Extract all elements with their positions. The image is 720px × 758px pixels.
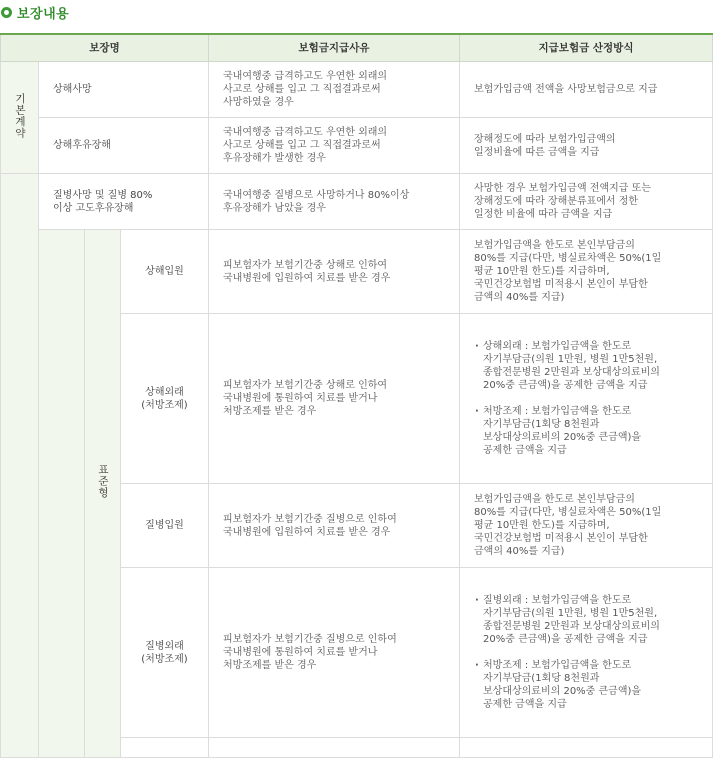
optional-group-cell <box>1 174 39 758</box>
payment-reason: 국내여행중 급격하고도 우연한 외래의 사고로 상해를 입고 그 직접결과로써 사망하였을 경우 <box>209 62 460 118</box>
table-row <box>1 174 713 230</box>
payout-bullet: · 처방조제 : 보험가입금액을 한도로 자기부담금(1회당 8천원과 보상대상의료비의 20%중 큰금액)을 공제한 금액을 지급 <box>474 405 708 457</box>
header-coverage-name: 보장명 <box>1 34 209 62</box>
coverage-name: 상해외래 (처방조제) <box>121 314 209 484</box>
coverage-name: 질병입원 <box>121 484 209 568</box>
payment-reason: 국내여행중 급격하고도 우연한 외래의 사고로 상해를 입고 그 직접결과로써 후유장해가 발생한 경우 <box>209 118 460 174</box>
payout-method: 보험가입금액 전액을 사망보험금으로 지급 <box>460 62 713 118</box>
header-payout-method: 지급보험금 산정방식 <box>460 34 713 62</box>
payout-method <box>460 568 713 738</box>
payout-method: 장해정도에 따라 보험가입금액의 일정비율에 따른 금액을 지급 <box>460 118 713 174</box>
table-header-row <box>1 34 713 62</box>
coverage-name: 질병사망 및 질병 80% 이상 고도후유장해 <box>39 174 209 230</box>
payout-method <box>460 314 713 484</box>
header-payment-reason: 보험금지급사유 <box>209 34 460 62</box>
table-row <box>1 118 713 174</box>
coverage-name: 상해입원 <box>121 230 209 314</box>
spacer-cell <box>39 230 85 758</box>
empty-cell <box>121 738 209 758</box>
payout-method: 보험가입금액을 한도로 본인부담금의 80%를 지급(다만, 병실료차액은 50%(1일 평균 10만원 한도)를 지급하며, 국민건강보험법 미적용시 본인이 부담한 금액의 40%를 지급) <box>460 230 713 314</box>
coverage-name: 상해사망 <box>39 62 209 118</box>
section-title: 보장내용 <box>17 7 70 22</box>
empty-cell <box>460 738 713 758</box>
coverage-name: 상해후유장해 <box>39 118 209 174</box>
coverage-name: 질병외래 (처방조제) <box>121 568 209 738</box>
payment-reason: 국내여행중 질병으로 사망하거나 80%이상 후유장해가 남았을 경우 <box>209 174 460 230</box>
payment-reason: 피보험자가 보험기간중 질병으로 인하여 국내병원에 통원하여 치료를 받거나 처방조제를 받은 경우 <box>209 568 460 738</box>
payment-reason: 피보험자가 보험기간중 질병으로 인하여 국내병원에 입원하여 치료를 받은 경우 <box>209 484 460 568</box>
payout-bullet: · 처방조제 : 보험가입금액을 한도로 자기부담금(1회당 8천원과 보상대상의료비의 20%중 큰금액)을 공제한 금액을 지급 <box>474 659 708 711</box>
coverage-table <box>0 33 713 758</box>
bullet-circle-icon <box>1 7 12 18</box>
basic-group-label: 기본계약 <box>1 62 39 174</box>
table-row <box>1 230 713 314</box>
payment-reason: 피보험자가 보험기간중 상해로 인하여 국내병원에 입원하여 치료를 받은 경우 <box>209 230 460 314</box>
section-header <box>0 0 720 30</box>
payout-bullet: · 질병외래 : 보험가입금액을 한도로 자기부담금(의원 1만원, 병원 1만5천원, 종합전문병원 2만원과 보상대상의료비의 20%중 큰금액)을 공제한 금액을 지급 <box>474 594 708 646</box>
empty-cell <box>209 738 460 758</box>
payment-reason: 피보험자가 보험기간중 상해로 인하여 국내병원에 통원하여 치료를 받거나 처방조제를 받은 경우 <box>209 314 460 484</box>
payout-method: 보험가입금액을 한도로 본인부담금의 80%를 지급(다만, 병실료차액은 50%(1일 평균 10만원 한도)를 지급하며, 국민건강보험법 미적용시 본인이 부담한 금액의 40%를 지급) <box>460 484 713 568</box>
payout-method: 사망한 경우 보험가입금액 전액지급 또는 장해정도에 따라 장해분류표에서 정한 일정한 비율에 따라 금액을 지급 <box>460 174 713 230</box>
table-row <box>1 62 713 118</box>
standard-group-label: 표준형 <box>85 230 121 758</box>
payout-bullet: · 상해외래 : 보험가입금액을 한도로 자기부담금(의원 1만원, 병원 1만5천원, 종합전문병원 2만원과 보상대상의료비의 20%중 큰금액)을 공제한 금액을 지급 <box>474 340 708 392</box>
